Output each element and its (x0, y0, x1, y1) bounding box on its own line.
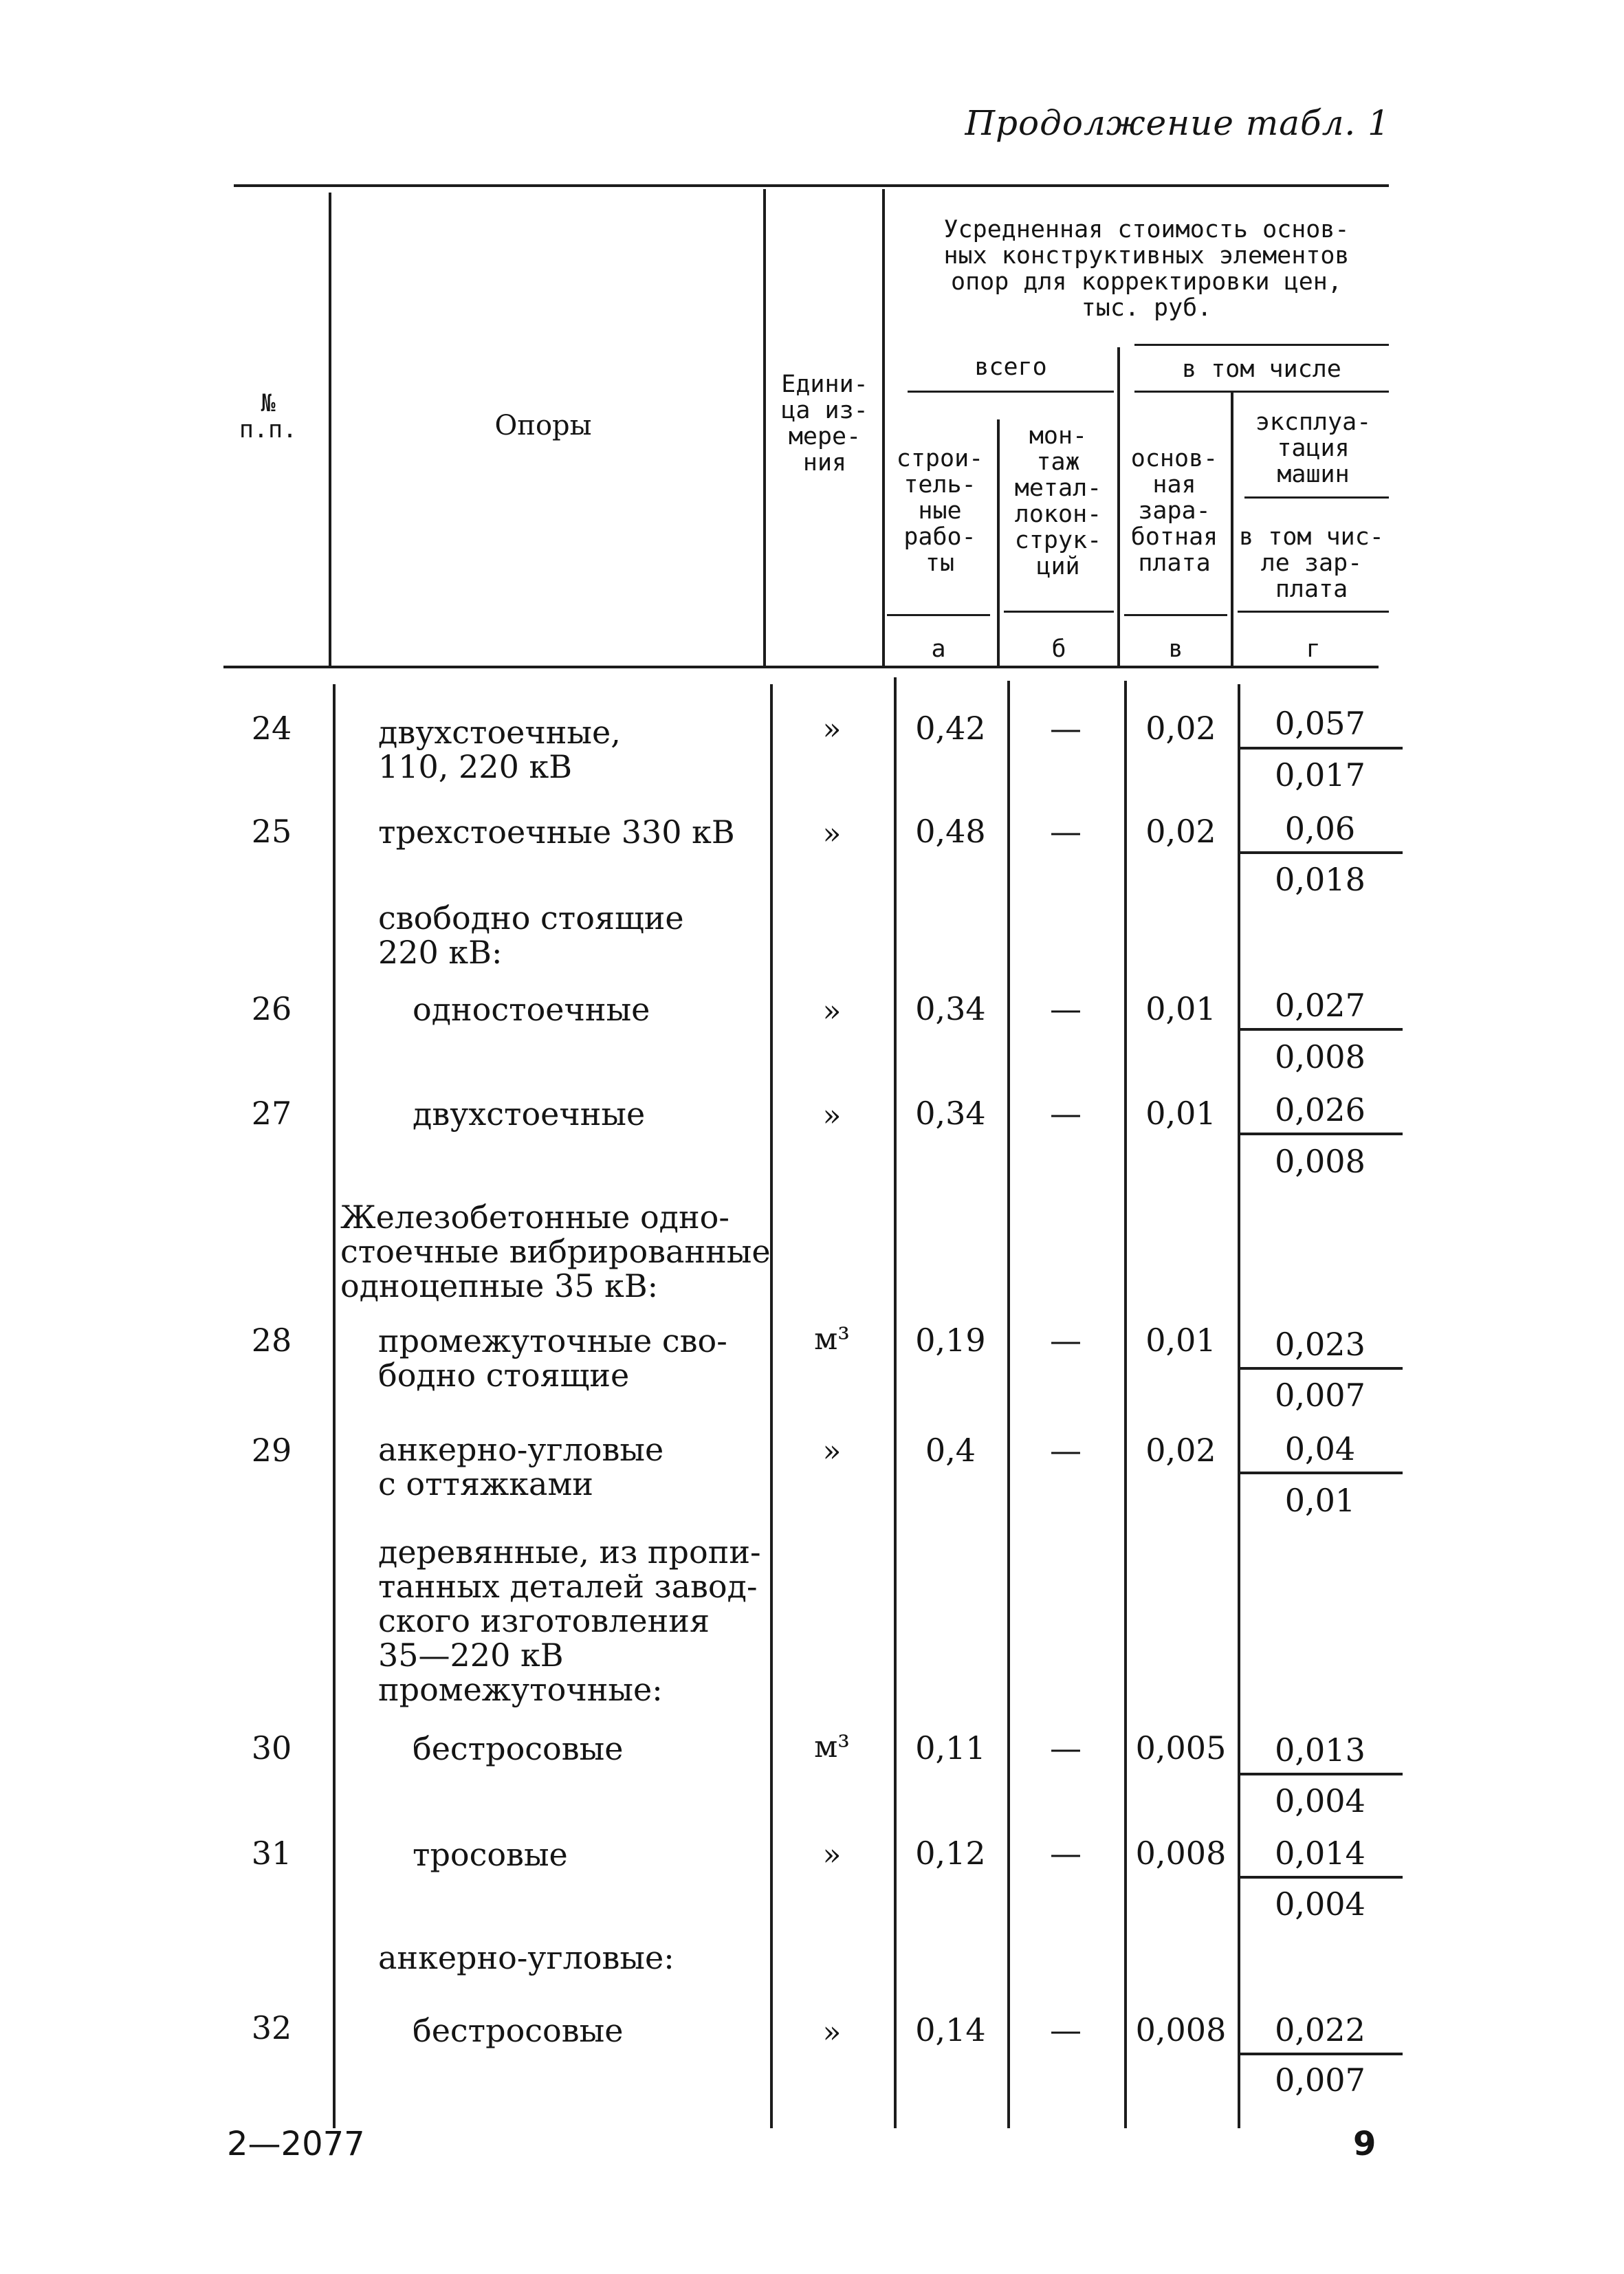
row-unit: » (822, 994, 842, 1029)
header-rule (887, 614, 990, 616)
header-divider (1231, 392, 1233, 667)
row-value-b: — (1050, 1835, 1082, 1872)
row-value-g-bottom: 0,004 (1275, 1782, 1365, 1819)
header-divider (329, 193, 331, 667)
row-value-g-top: 0,014 (1275, 1835, 1365, 1872)
header-rule (1004, 611, 1114, 613)
body-divider (1007, 681, 1010, 2128)
row-name: трехстоечные 330 кВ (378, 813, 735, 851)
row-value-g-bottom: 0,008 (1275, 1143, 1365, 1180)
row-number: 30 (251, 1729, 292, 1767)
header-rule (1238, 611, 1389, 613)
row-unit: » (822, 1434, 842, 1469)
row-value-g-top: 0,027 (1275, 987, 1365, 1024)
fraction-line (1238, 1028, 1403, 1031)
body-divider (333, 684, 336, 2128)
header-avg-cost: Усредненная стоимость основ- ных конструктивных элементов опор для корректировки цен, тыс. руб. (943, 216, 1350, 322)
row-value-b: — (1050, 813, 1082, 850)
row-number: 25 (251, 813, 292, 850)
row-value-b: — (1050, 1322, 1082, 1359)
row-number: 28 (251, 1322, 292, 1359)
header-unit: Едини- ца из- мере- ния (781, 371, 868, 477)
row-value-v: 0,005 (1135, 1729, 1227, 1767)
row-value-a: 0,48 (915, 813, 986, 850)
fraction-line (1238, 1773, 1403, 1775)
section-heading: анкерно-угловые: (378, 1939, 674, 1976)
row-name: одностоечные (413, 991, 650, 1028)
row-value-g-top: 0,057 (1275, 705, 1365, 742)
row-unit: » (822, 816, 842, 851)
row-value-b: — (1050, 1095, 1082, 1132)
row-value-v: 0,01 (1145, 1322, 1216, 1359)
section-heading: свободно стоящие 220 кВ: (378, 899, 684, 971)
row-number: 31 (251, 1835, 292, 1872)
header-rule (1134, 344, 1389, 346)
row-value-b: — (1050, 990, 1082, 1027)
header-bottom-rule (223, 666, 1379, 668)
row-name: анкерно-угловые с оттяжками (378, 1431, 664, 1502)
continuation-title: Продолжение табл. 1 (965, 103, 1390, 143)
row-value-v: 0,02 (1145, 1432, 1216, 1469)
header-including: в том числе (1182, 356, 1341, 383)
header-rule (1124, 614, 1227, 616)
row-value-v: 0,02 (1145, 813, 1216, 850)
header-num: № п.п. (239, 390, 298, 444)
header-rule (908, 391, 1114, 393)
row-number: 26 (251, 990, 292, 1027)
row-value-v: 0,02 (1145, 710, 1216, 747)
body-divider (770, 684, 773, 2128)
row-unit: » (822, 712, 842, 747)
row-name: тросовые (413, 1836, 568, 1873)
header-top-rule (234, 184, 1389, 187)
row-unit: » (822, 1098, 842, 1133)
body-divider (894, 677, 897, 2128)
row-value-a: 0,42 (915, 710, 986, 747)
row-value-v: 0,01 (1145, 990, 1216, 1027)
column-letter-a: а (931, 635, 946, 663)
row-value-g-bottom: 0,008 (1275, 1038, 1365, 1075)
body-divider (1124, 681, 1127, 2128)
row-value-g-bottom: 0,007 (1275, 2062, 1365, 2099)
section-heading: деревянные, из пропи- танных деталей завод- ского изготовления 35—220 кВ промежуточные: (378, 1533, 761, 1708)
row-value-g-top: 0,026 (1275, 1091, 1365, 1128)
row-name: двухстоечные, 110, 220 кВ (378, 714, 621, 785)
row-value-b: — (1050, 710, 1082, 747)
row-value-g-top: 0,022 (1275, 2011, 1365, 2048)
row-value-a: 0,34 (915, 990, 986, 1027)
row-number: 27 (251, 1095, 292, 1132)
header-divider (997, 419, 1000, 667)
header-machines: эксплуа- тация машин (1255, 408, 1372, 488)
header-total: всего (974, 353, 1047, 381)
fraction-line (1238, 1133, 1403, 1135)
fraction-line (1238, 2053, 1403, 2055)
row-number: 32 (251, 2009, 292, 2046)
column-letter-g: г (1306, 635, 1321, 663)
row-value-a: 0,4 (925, 1432, 976, 1469)
row-value-g-bottom: 0,018 (1275, 861, 1365, 898)
row-number: 29 (251, 1432, 292, 1469)
row-value-g-bottom: 0,01 (1284, 1482, 1356, 1519)
page-number: 9 (1353, 2125, 1376, 2163)
fraction-line (1238, 1876, 1403, 1879)
fraction-line (1238, 747, 1403, 750)
row-value-v: 0,008 (1135, 1835, 1227, 1872)
row-value-a: 0,11 (915, 1729, 986, 1767)
column-letter-b: б (1051, 635, 1066, 663)
fraction-line (1238, 851, 1403, 854)
row-value-g-bottom: 0,007 (1275, 1377, 1365, 1414)
row-value-b: — (1050, 2011, 1082, 2048)
row-unit: » (822, 1837, 842, 1872)
section-heading: Железобетонные одно- стоечные вибрированные одноцепные 35 кВ: (340, 1199, 771, 1304)
row-unit: » (822, 2015, 842, 2050)
row-unit: м³ (814, 1322, 850, 1357)
row-unit: м³ (814, 1729, 850, 1764)
row-value-a: 0,19 (915, 1322, 986, 1359)
header-rule (1244, 496, 1389, 499)
header-construction: строи- тель- ные рабо- ты (896, 445, 984, 577)
row-value-v: 0,01 (1145, 1095, 1216, 1132)
row-value-a: 0,34 (915, 1095, 986, 1132)
header-assembly: мон- таж метал- локон- струк- ций (1014, 422, 1102, 580)
fraction-line (1238, 1367, 1403, 1370)
row-name: двухстоечные (413, 1095, 646, 1133)
fraction-line (1238, 1472, 1403, 1474)
row-value-b: — (1050, 1432, 1082, 1469)
row-name: бестросовые (413, 1730, 624, 1767)
row-value-g-top: 0,06 (1284, 810, 1356, 847)
row-name: бестросовые (413, 2012, 624, 2049)
header-wage: основ- ная зара- ботная плата (1130, 445, 1218, 577)
header-supports: Опоры (494, 410, 592, 441)
row-value-g-top: 0,04 (1284, 1430, 1356, 1467)
row-name: промежуточные сво- бодно стоящие (378, 1322, 727, 1394)
column-letter-v: в (1168, 635, 1183, 663)
footer-code: 2—2077 (227, 2125, 365, 2163)
row-value-a: 0,14 (915, 2011, 986, 2048)
row-value-g-top: 0,023 (1275, 1326, 1365, 1363)
row-value-b: — (1050, 1729, 1082, 1767)
header-machines-wage: в том чис- ле зар- плата (1239, 523, 1384, 603)
row-value-g-bottom: 0,004 (1275, 1885, 1365, 1923)
header-rule (1134, 391, 1389, 393)
row-value-v: 0,008 (1135, 2011, 1227, 2048)
row-value-a: 0,12 (915, 1835, 986, 1872)
row-value-g-top: 0,013 (1275, 1731, 1365, 1769)
row-number: 24 (251, 710, 292, 747)
row-value-g-bottom: 0,017 (1275, 756, 1365, 794)
